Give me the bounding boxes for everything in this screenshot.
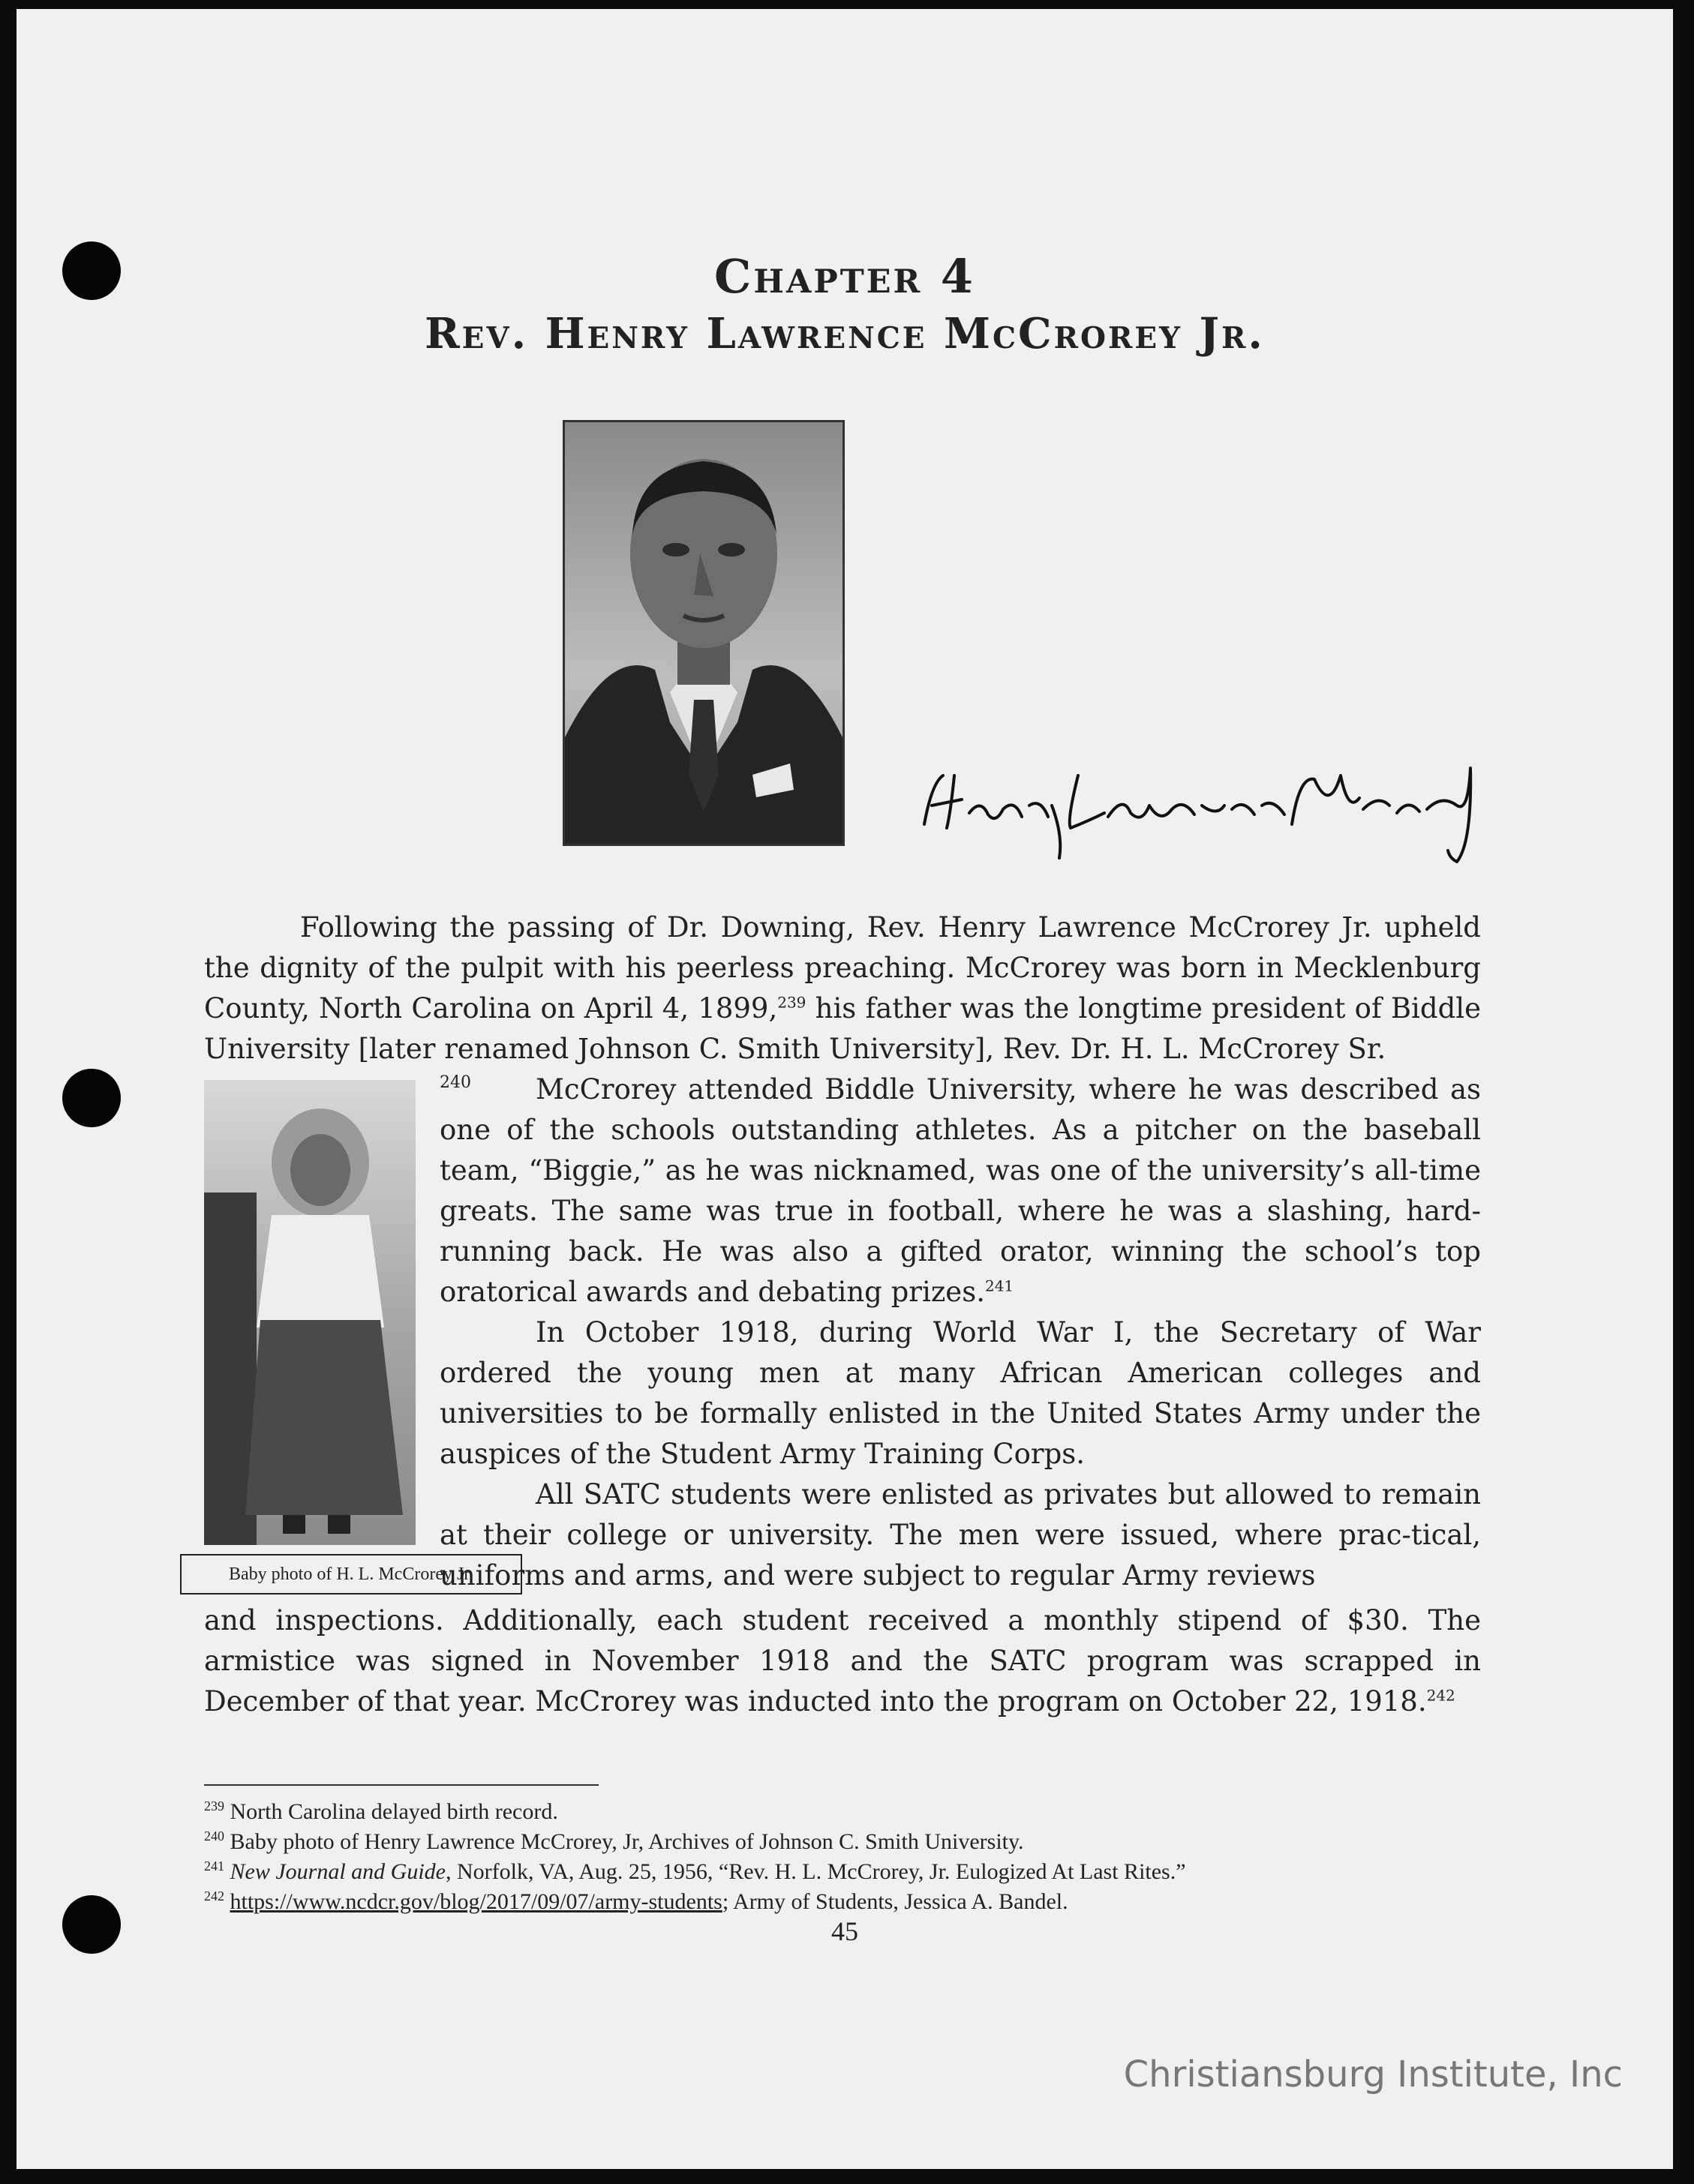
signature (909, 753, 1494, 866)
footnote-242-link[interactable]: https://www.ncdcr.gov/blog/2017/09/07/army-students (230, 1889, 722, 1914)
footnote-ref-242[interactable]: 242 (1426, 1686, 1455, 1705)
footnote-240: $^{240}$ Baby photo of Henry Lawrence McCrorey, Jr, Archives of Johnson C. Smith University. (204, 1828, 1024, 1854)
footnote-241: $^{241}$ New Journal and Guide, Norfolk, VA, Aug. 25, 1956, “Rev. H. L. McCrorey, Jr. Eulogized At Last Rites.” (204, 1858, 1186, 1884)
portrait-illustration (565, 422, 842, 844)
footnote-242: $^{242}$ https://www.ncdcr.gov/blog/2017/09/07/army-students; Army of Students, Jessica A. Bandel. (204, 1888, 1068, 1914)
footnote-divider (204, 1784, 599, 1786)
binder-hole-middle (62, 1069, 121, 1127)
paragraph-3: In October 1918, during World War I, the Secretary of War ordered the young men at many African American colleges and universities to be formally enlisted in the United States Army under the auspices of the Student Army Training Corps. (440, 1316, 1481, 1470)
footnote-ref-241[interactable]: 241 (984, 1276, 1014, 1295)
paragraph-1-text-b: his father was the longtime president of Biddle University [later renamed Johnson C. Smith University], Rev. Dr. H. L. McCrorey Sr. (204, 992, 1481, 1065)
baby-photo-caption: Baby photo of H. L. McCrorey Jr. (180, 1554, 522, 1594)
portrait-photo (563, 420, 845, 846)
footnote-239: $^{239}$ North Carolina delayed birth record. (204, 1798, 558, 1824)
page-number: 45 (831, 1916, 858, 1946)
footnotes (204, 1797, 1494, 1917)
wrapped-text-block (440, 1070, 1481, 1596)
document-page: Chapter 4 Rev. Henry Lawrence McCrorey Jr. Henry Lawrence McCrorey Following the passing of Dr. Downing, Rev. Henry Lawrence McCrorey Jr. upheld the dignity of the pulpit with his peerless preaching. McCrorey was born in Mecklenburg County, North Carolina on April 4, 1899,$^{239}$ his father was the longtime president of Biddle University [later renamed Johnson C. Smith University], Rev. Dr. H. L. McCrorey Sr. Baby photo of H. L. McCrorey Jr. 240 McCrorey attended Biddle University, where he was described as one of the schools outstanding athletes. As a pitcher on the baseball team, “Biggie,” as he was nicknamed, was one of the university’s all-time greats. The same was true in football, where he was a slashing, hard-running back. He was also a gifted orator, winning the school’s top oratorical awards and debating prizes.$^{241}$ In October 1918, during World War I, the Secretary of War ordered the young men at many African American colleges and universities to be formally enlisted in the United States Army under the auspices of the Student Army Training Corps. All SATC students were enlisted as privates but allowed to remain at their college or university. The men were issued, where prac-tical, uniforms and arms, and were subject to regular Army reviews and inspections. Additionally, each student received a monthly stipend of $30. The armistice was signed in November 1918 and the SATC program was scrapped in December of that year. McCrorey was inducted into the program on October 22, 1918.$^{242}$ $^{239}$ North Carolina delayed birth record. $^{240}$ Baby photo of Henry Lawrence McCrorey, Jr, Archives of Johnson C. Smith University. $^{241}$ New Journal and Guide, Norfolk, VA, Aug. 25, 1956, “Rev. H. L. McCrorey, Jr. Eulogized At Last Rites.” $^{242}$ https://www.ncdcr.gov/blog/2017/09/07/army-students; Army of Students, Jessica A. Bandel. 45 (17, 9, 1673, 2169)
baby-photo-illustration (204, 1080, 416, 1545)
paragraph-2-text: McCrorey attended Biddle University, where he was described as one of the schools outstanding athletes. As a pitcher on the baseball team, “Biggie,” as he was nicknamed, was one of the university’s all-time greats. The same was true in football, where he was a slashing, hard-running back. He was also a gifted orator, winning the school’s top oratorical awards and debating prizes. (440, 1073, 1481, 1308)
paragraph-4-end (204, 1600, 1481, 1722)
watermark: Christiansburg Institute, Inc (1123, 2054, 1623, 2096)
paragraph-4-end-text: and inspections. Additionally, each student received a monthly stipend of $30. The armistice was signed in November 1918 and the SATC program was scrapped in December of that year. McCrorey was inducted into the program on October 22, 1918. (204, 1604, 1481, 1718)
paragraph-1 (204, 908, 1481, 1070)
chapter-title: Chapter 4 (714, 249, 975, 304)
paragraph-4-start: All SATC students were enlisted as privates but allowed to remain at their college or university. The men were issued, where prac-tical, uniforms and arms, and were subject to regular Army reviews (440, 1478, 1481, 1592)
paragraph-1-text-a: Following the passing of Dr. Downing, Rev. Henry Lawrence McCrorey Jr. upheld the dignity of the pulpit with his peerless preaching. McCrorey was born in Mecklenburg County, North Carolina on April 4, 1899, (204, 911, 1481, 1024)
chapter-subtitle: Rev. Henry Lawrence McCrorey Jr. (425, 309, 1265, 358)
baby-photo (204, 1080, 416, 1545)
footnote-ref-239[interactable]: 239 (777, 993, 806, 1012)
